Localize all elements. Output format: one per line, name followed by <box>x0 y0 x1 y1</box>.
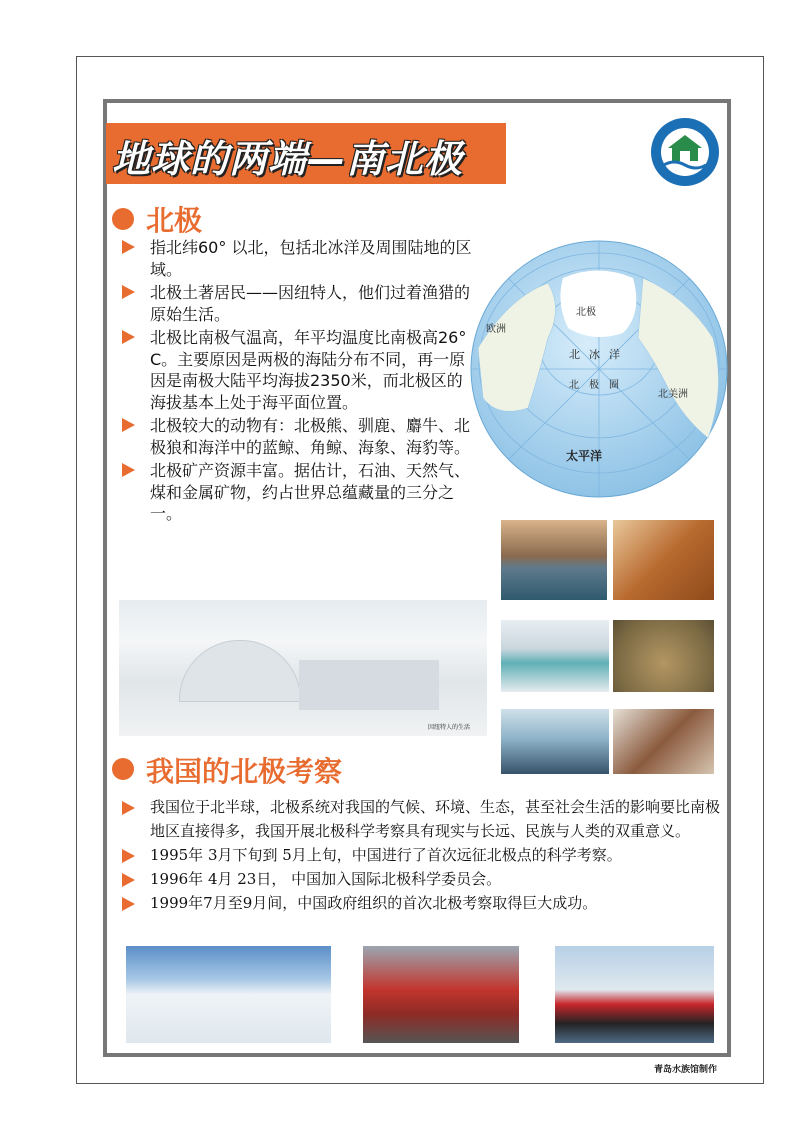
list-item <box>118 891 728 915</box>
globe-label-north-america: 北美洲 <box>658 389 688 400</box>
globe-label-arctic-circle-3: 圈 <box>609 380 619 391</box>
photo-reindeer <box>613 620 714 692</box>
globe-label-arctic-circle-2: 极 <box>589 380 599 391</box>
list-item <box>118 327 478 413</box>
arrow-icon <box>122 463 135 477</box>
photo-inuit-igloo <box>119 600 487 736</box>
globe-label-pacific: 太平洋 <box>566 449 603 463</box>
arrow-icon <box>122 873 135 887</box>
arrow-icon <box>122 801 135 815</box>
photo-seal <box>501 709 609 774</box>
section-bullet-icon <box>112 758 134 780</box>
list-item <box>118 460 478 525</box>
list-item <box>118 415 478 458</box>
arctic-globe-map <box>468 238 730 500</box>
list-item-text: 1996年 4月 23日， 中国加入国际北极科学委员会。 <box>150 870 502 888</box>
footer-credit: 青岛水族馆制作 <box>654 1065 718 1075</box>
globe-label-arctic-ocean-1: 北 <box>569 348 580 361</box>
globe-label-arctic-ocean-3: 洋 <box>609 348 620 361</box>
photo-explorers <box>613 709 714 774</box>
section-heading-china: 我国的北极考察 <box>146 755 343 788</box>
list-item-text: 北极较大的动物有：北极熊、驯鹿、麝牛、北极狼和海洋中的蓝鲸、角鲸、海象、海豹等。 <box>150 416 471 457</box>
list-item <box>118 795 728 843</box>
arrow-icon <box>122 330 135 344</box>
page-title: 地球的两端—南北极 <box>112 137 464 181</box>
list-item <box>118 843 728 867</box>
list-item-text: 北极比南极气温高，年平均温度比南极高26° C。主要原因是两极的海陆分布不同，再一原因是南极大陆平均海拔2350米，而北极区的海拔基本上处于海平面位置。 <box>150 328 467 412</box>
arrow-icon <box>122 418 135 432</box>
globe-label-europe: 欧洲 <box>486 324 506 335</box>
list-item-text: 1995年 3月下旬到 5月上旬，中国进行了首次远征北极点的科学考察。 <box>150 846 622 864</box>
aquarium-logo-icon <box>650 117 720 187</box>
list-item-text: 1999年7月至9月间，中国政府组织的首次北极考察取得巨大成功。 <box>150 894 598 912</box>
list-item <box>118 237 478 280</box>
arrow-icon <box>122 897 135 911</box>
list-item-text: 北极土著居民——因纽特人，他们过着渔猎的原始生活。 <box>150 283 471 324</box>
arrow-icon <box>122 285 135 299</box>
list-item-text: 我国位于北半球，北极系统对我国的气候、环境、生态，甚至社会生活的影响要比南极地区直接得多，我国开展北极科学考察具有现实与长远、民族与人类的双重意义。 <box>150 798 721 840</box>
photo-sea-ice <box>501 520 607 600</box>
arctic-bullet-list <box>118 237 478 527</box>
list-item-text: 北极矿产资源丰富。据估计，石油、天然气、煤和金属矿物，约占世界总蕴藏量的三分之一。 <box>150 461 471 523</box>
globe-label-north-pole: 北极 <box>576 307 596 318</box>
photo-team-banner <box>363 946 519 1043</box>
arrow-icon <box>122 849 135 863</box>
photo-polar-bear <box>501 620 609 692</box>
photo-walrus <box>613 520 714 600</box>
list-item <box>118 867 728 891</box>
section-bullet-icon <box>112 208 134 230</box>
photo-icebreaker-ship <box>555 946 714 1043</box>
list-item <box>118 282 478 325</box>
section-heading-arctic: 北极 <box>146 204 203 237</box>
china-bullet-list <box>118 795 728 915</box>
arrow-icon <box>122 240 135 254</box>
list-item-text: 指北纬60° 以北，包括北冰洋及周围陆地的区域。 <box>150 238 472 279</box>
photo-dog-sled <box>126 946 331 1043</box>
photo-caption-inuit: 因纽特人的生活 <box>428 724 471 731</box>
globe-label-arctic-ocean-2: 冰 <box>589 348 600 361</box>
globe-label-arctic-circle-1: 北 <box>569 380 579 391</box>
